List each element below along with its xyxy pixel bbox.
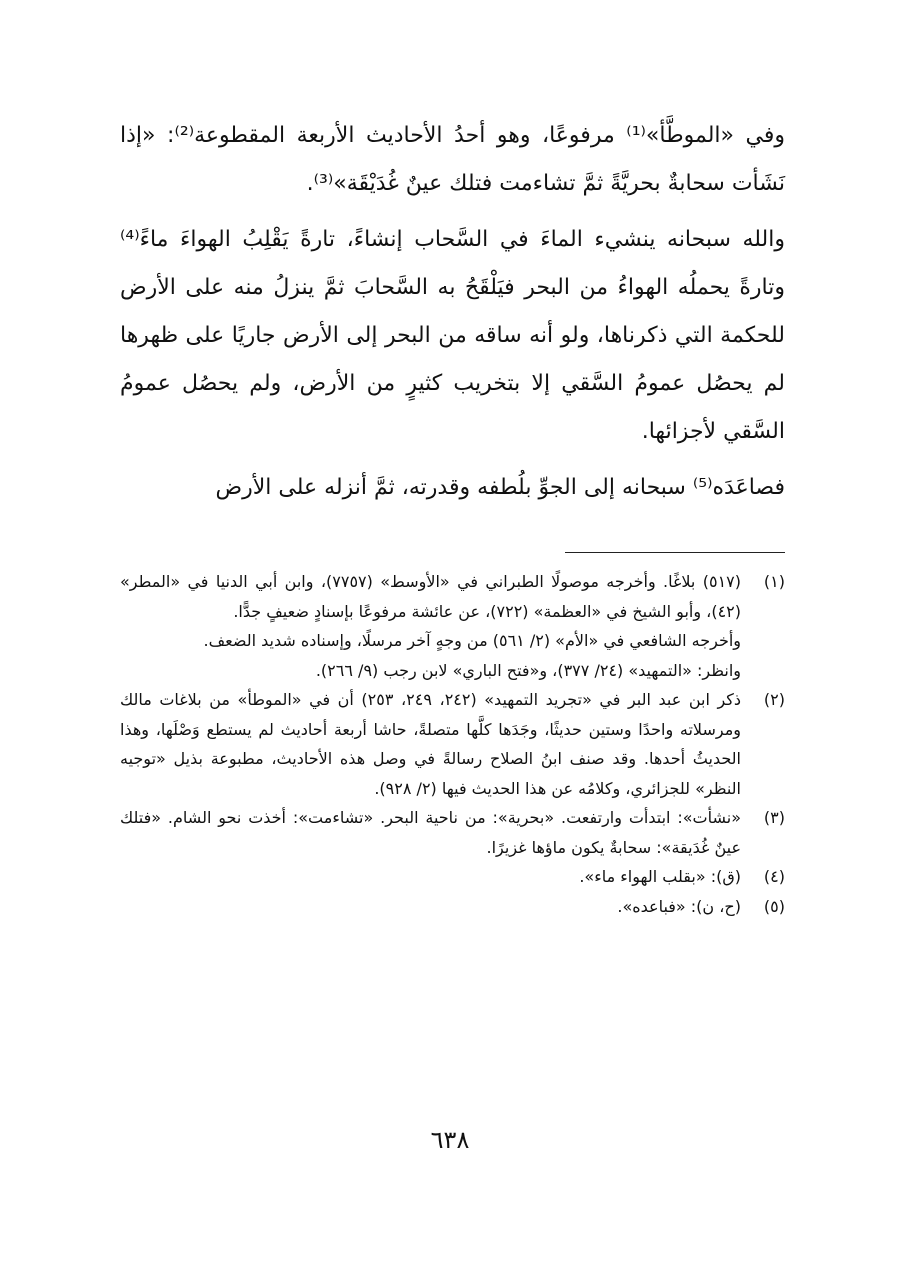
footnote-text: ذكر ابن عبد البر في «تجريد التمهيد» (٢٤٢، ٢٤٩، ٢٥٣) أن في «الموطأ» من بلاغات مالك ومرسلاته واحدًا وستين حديثًا، وجَدَها كلَّها متصلةً، حاشا أربعة أحاديث لم يستطع وَصْلَها، وهذا الحديثُ أحدها. وقد صنف ابنُ الصلاح رسالةً في وصل هذه الأحاديث، مطبوعة بذيل «توجيه النظر» للجزائري، وكلامُه عن هذا الحديث فيها (٢/ ٩٢٨). (120, 690, 742, 798)
main-paragraph-2: والله سبحانه ينشيء الماءَ في السَّحاب إنشاءً، تارةً يَقْلِبُ الهواءَ ماءً⁽⁴⁾ وتارةً يحملُه الهواءُ من البحر فيَلْقَحُ به السَّحابَ ثمَّ ينزلُ منه على الأرض للحكمة التي ذكرناها، ولو أنه ساقه من البحر إلى الأرض جاريًا على ظهرها لم يحصُل عمومُ السَّقي إلا بتخريب كثيرٍ من الأرض، ولم يحصُل عمومُ السَّقي لأجزائها. (120, 227, 785, 444)
footnote-2 (120, 685, 785, 803)
footnote-text: (ق): «بقلب الهواء ماء». (579, 867, 741, 886)
footnote-5 (120, 892, 785, 922)
footnote-number: (١) (763, 572, 785, 591)
footnote-4 (120, 862, 785, 892)
footnote-separator (565, 552, 785, 553)
footnote-text: «نشأت»: ابتدأت وارتفعت. «بحرية»: من ناحية البحر. «تشاءمت»: أخذت نحو الشام. «فتلك عينٌ غُدَيقة»: سحابةٌ يكون ماؤها غزيرًا. (120, 808, 741, 857)
footnote-number: (٢) (763, 690, 785, 709)
main-text (120, 112, 785, 512)
page-content (120, 112, 785, 921)
footnote-number: (٣) (763, 808, 785, 827)
footnote-number: (٤) (763, 867, 785, 886)
footnote-3 (120, 803, 785, 862)
footnote-1 (120, 567, 785, 685)
page-number: ٦٣٨ (430, 1126, 470, 1154)
footnote-text: (ح، ن): «فباعده». (617, 896, 741, 916)
main-paragraph-3: فصاعَدَه⁽⁵⁾ سبحانه إلى الجوِّ بلُطفه وقدرته، ثمَّ أنزله على الأرض (215, 475, 785, 500)
footnotes (120, 567, 785, 921)
footnote-text: (٥١٧) بلاغًا. وأخرجه موصولًا الطبراني في «الأوسط» (٧٧٥٧)، وابن أبي الدنيا في «المطر» (٤٢)، وأبو الشيخ في «العظمة» (٧٢٢)، عن عائشة مرفوعًا بإسنادٍ ضعيفٍ جدًّا. (120, 572, 741, 621)
main-paragraph-1: وفي «الموطَّأ»⁽¹⁾ مرفوعًا، وهو أحدُ الأحاديث الأربعة المقطوعة⁽²⁾: «إذا نَشَأت سحابةٌ بحريَّةً ثمَّ تشاءمت فتلك عينٌ غُدَيْقَة»⁽³⁾. (120, 123, 785, 196)
footnote-number: (٥) (763, 896, 785, 916)
footnote-text: وانظر: «التمهيد» (٢٤/ ٣٧٧)، و«فتح الباري» لابن رجب (٩/ ٢٦٦). (315, 660, 741, 680)
footnote-text: وأخرجه الشافعي في «الأم» (٢/ ٥٦١) من وجهٍ آخر مرسلًا، وإسناده شديد الضعف. (203, 631, 741, 650)
